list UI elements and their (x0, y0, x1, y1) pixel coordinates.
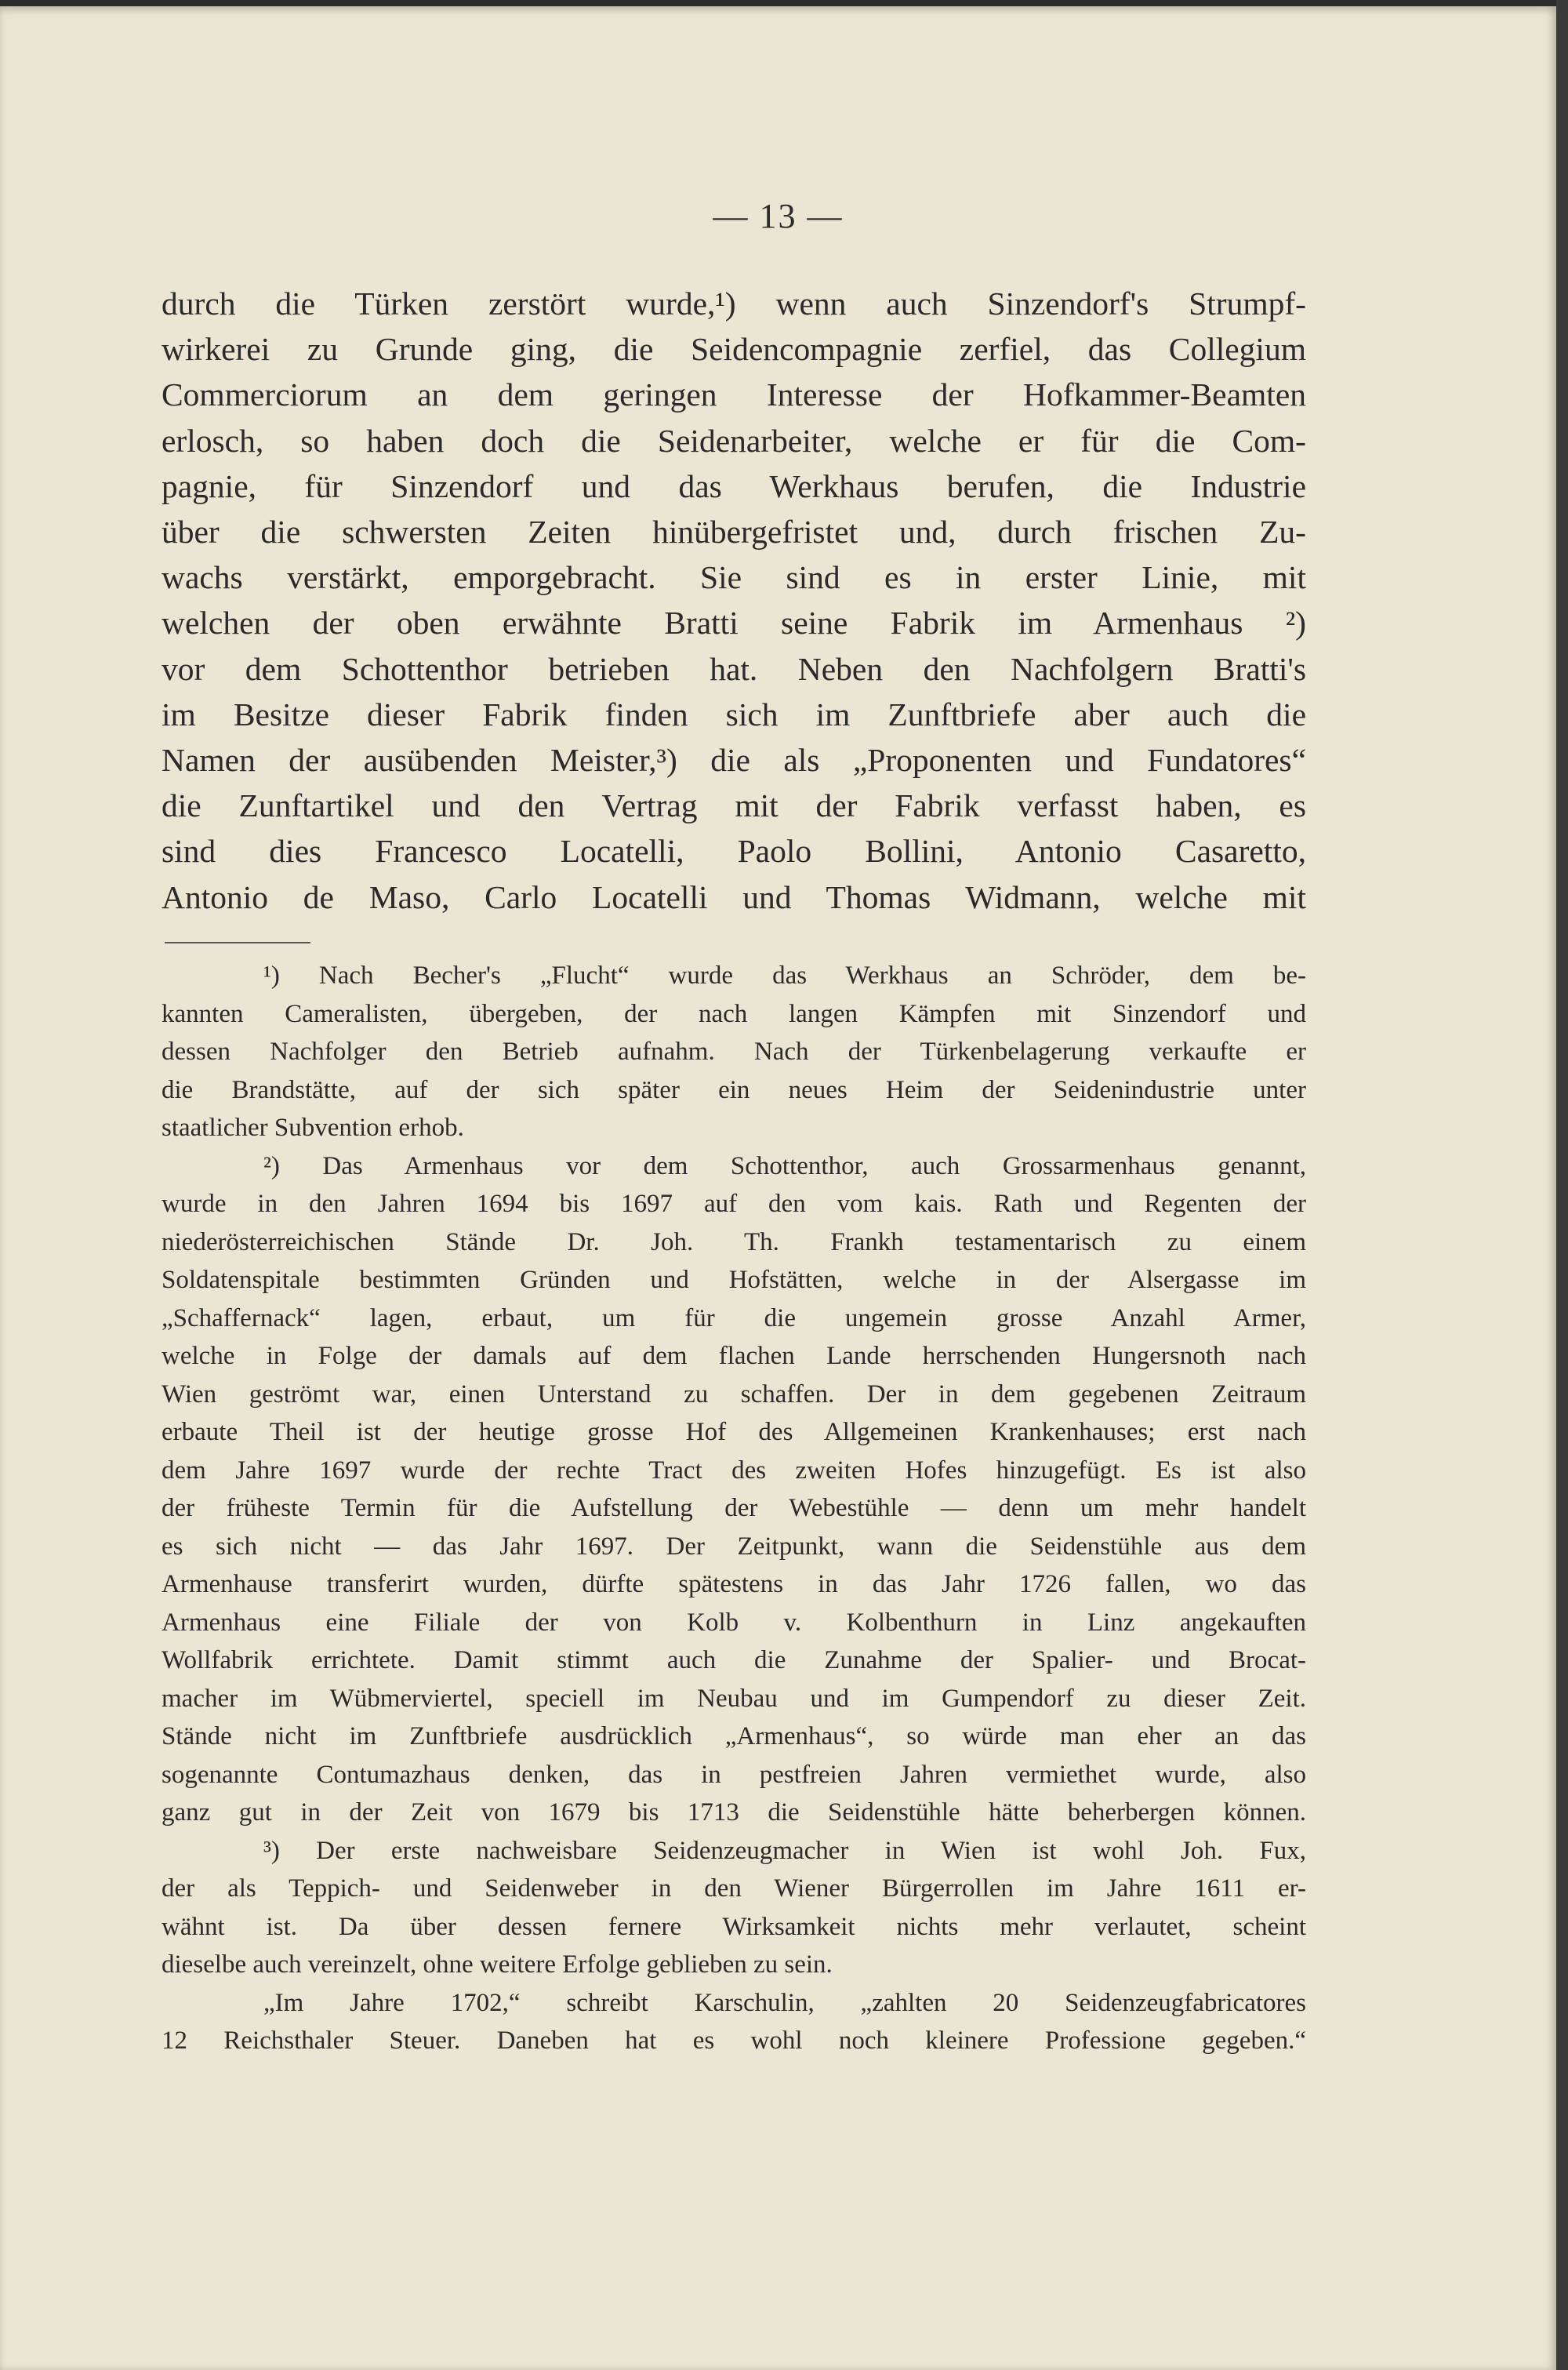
footnote-2-line: wurde in den Jahren 1694 bis 1697 auf den vom kais. Rath und Regenten der (162, 1190, 1306, 1218)
footnote-3-line: wähnt ist. Da über dessen fernere Wirksamkeit nichts mehr verlautet, scheint (162, 1912, 1306, 1941)
text-line: wachs verstärkt, emporgebracht. Sie sind es in erster Linie, mit (162, 559, 1306, 596)
text-line: über die schwersten Zeiten hinübergefristet und, durch frischen Zu- (162, 514, 1306, 551)
text-line: erlosch, so haben doch die Seidenarbeiter, welche er für die Com- (162, 422, 1306, 459)
footnote-2-line: Wien geströmt war, einen Unterstand zu schaffen. Der in dem gegebenen Zeitraum (162, 1379, 1306, 1409)
footnote-3-line: „Im Jahre 1702,“ schreibt Karschulin, „zahlten 20 Seidenzeugfabricatores (263, 1988, 1306, 2017)
text-line: vor dem Schottenthor betrieben hat. Neben den Nachfolgern Bratti's (162, 650, 1306, 687)
page-edge (1556, 0, 1568, 2370)
footnote-2-line: dem Jahre 1697 wurde der rechte Tract des zweiten Hofes hinzugefügt. Es ist also (162, 1456, 1306, 1485)
footnote-2-line: der früheste Termin für die Aufstellung der Webestühle — denn um mehr handelt (162, 1494, 1306, 1522)
footnote-2-line: ganz gut in der Zeit von 1679 bis 1713 die Seidenstühle hätte beherbergen können. (162, 1798, 1306, 1827)
footnote-2-line: Wollfabrik errichtete. Damit stimmt auch die Zunahme der Spalier- und Brocat- (162, 1646, 1306, 1674)
footnote-2-line: niederösterreichischen Stände Dr. Joh. Th. Frankh testamentarisch zu einem (162, 1227, 1306, 1256)
book-page (0, 6, 1556, 2370)
footnote-2-line: ²) Das Armenhaus vor dem Schottenthor, auch Grossarmenhaus genannt, (263, 1151, 1306, 1180)
footnote-2-line: welche in Folge der damals auf dem flachen Lande herrschenden Hungersnoth nach (162, 1342, 1306, 1370)
footnotes (162, 957, 1306, 2060)
text-line: die Zunftartikel und den Vertrag mit der Fabrik verfasst haben, es (162, 787, 1306, 824)
footnote-2-line: sogenannte Contumazhaus denken, das in pestfreien Jahren vermiethet wurde, also (162, 1760, 1306, 1789)
main-text (162, 281, 1306, 920)
text-line: welchen der oben erwähnte Bratti seine Fabrik im Armenhaus ²) (162, 605, 1306, 642)
text-line: wirkerei zu Grunde ging, die Seidencompagnie zerfiel, das Collegium (162, 331, 1306, 368)
text-line: Commerciorum an dem geringen Interesse der Hofkammer-Beamten (162, 376, 1306, 413)
text-line: im Besitze dieser Fabrik finden sich im Zunftbriefe aber auch die (162, 696, 1306, 732)
text-line: durch die Türken zerstört wurde,¹) wenn auch Sinzendorf's Strumpf- (162, 285, 1306, 322)
footnote-3-line: dieselbe auch vereinzelt, ohne weitere Erfolge geblieben zu sein. (162, 1950, 833, 1979)
footnote-1-line: staatlicher Subvention erhob. (162, 1114, 464, 1142)
footnote-2-line: Armenhaus eine Filiale der von Kolb v. Kolbenthurn in Linz angekauften (162, 1608, 1306, 1637)
text-line: Namen der ausübenden Meister,³) die als „Proponenten und Fundatores“ (162, 742, 1306, 779)
footnote-2-line: es sich nicht — das Jahr 1697. Der Zeitpunkt, wann die Seidenstühle aus dem (162, 1532, 1306, 1561)
footnote-3-line: 12 Reichsthaler Steuer. Daneben hat es wohl noch kleinere Professione gegeben.“ (162, 2026, 1306, 2055)
footnote-1-line: dessen Nachfolger den Betrieb aufnahm. Nach der Türkenbelagerung verkaufte er (162, 1038, 1306, 1066)
footnote-2-line: „Schaffernack“ lagen, erbaut, um für die ungemein grosse Anzahl Armer, (162, 1303, 1306, 1332)
footnote-3-line: der als Teppich- und Seidenweber in den Wiener Bürgerrollen im Jahre 1611 er- (162, 1874, 1306, 1903)
footnote-2-line: erbaute Theil ist der heutige grosse Hof des Allgemeinen Krankenhauses; erst nach (162, 1418, 1306, 1446)
footnote-2-line: Armenhause transferirt wurden, dürfte spätestens in das Jahr 1726 fallen, wo das (162, 1570, 1306, 1598)
footnote-2-line: macher im Wübmerviertel, speciell im Neubau und im Gumpendorf zu dieser Zeit. (162, 1684, 1306, 1713)
text-line: Antonio de Maso, Carlo Locatelli und Thomas Widmann, welche mit (162, 878, 1306, 915)
footnote-divider (165, 942, 310, 943)
footnote-2-line: Stände nicht im Zunftbriefe ausdrücklich „Armenhaus“, so würde man eher an das (162, 1722, 1306, 1750)
footnote-2-line: Soldatenspitale bestimmten Gründen und Hofstätten, welche in der Alsergasse im (162, 1266, 1306, 1294)
footnote-3-line: ³) Der erste nachweisbare Seidenzeugmacher in Wien ist wohl Joh. Fux, (263, 1836, 1306, 1865)
page-number: — 13 — (713, 197, 844, 235)
text-line: pagnie, für Sinzendorf und das Werkhaus berufen, die Industrie (162, 467, 1306, 504)
footnote-1-line: die Brandstätte, auf der sich später ein neues Heim der Seidenindustrie unter (162, 1075, 1306, 1104)
text-line: sind dies Francesco Locatelli, Paolo Bollini, Antonio Casaretto, (162, 833, 1306, 870)
footnote-1-line: ¹) Nach Becher's „Flucht“ wurde das Werkhaus an Schröder, dem be- (263, 961, 1306, 990)
footnote-1-line: kannten Cameralisten, übergeben, der nach langen Kämpfen mit Sinzendorf und (162, 999, 1306, 1028)
